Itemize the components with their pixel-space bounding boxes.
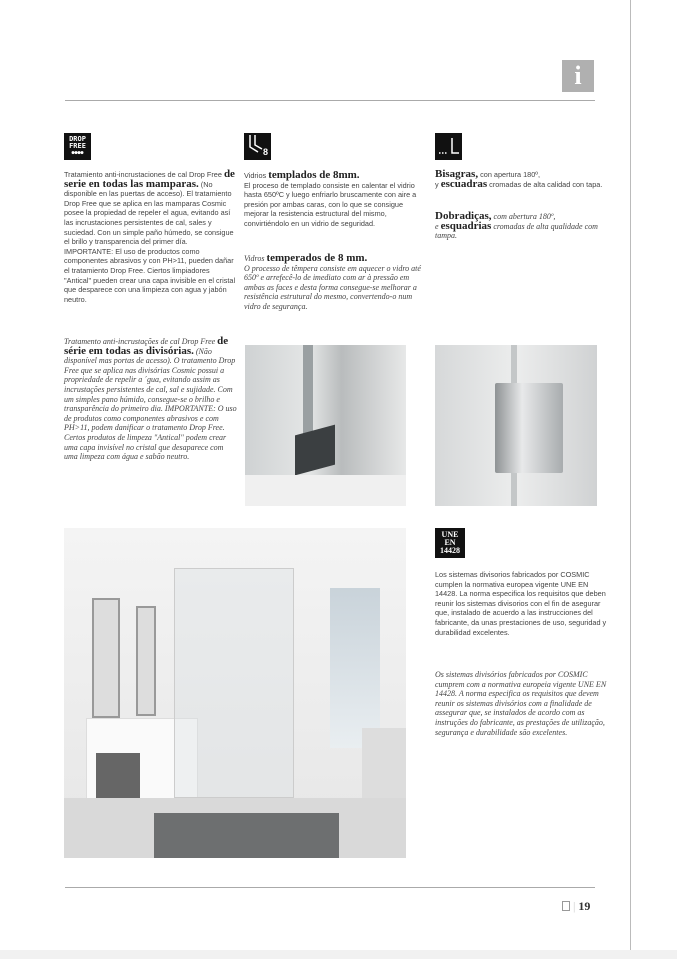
text: (Não disponível mas portas de acesso). O tratamento Drop Free que se aplica nas divisórias Cosmic possui a propriedade de repelir a ´gua, evitando assim as incrustações persistentes de cal, sal e sujidade. Com um simples pano húmido, consegue-se o brilho e transparência do primeiro dia. IMPORTANTE: O uso de produtos como componentes abrasivos e com PH>11, podem danificar o tratamento Drop Free. Certos produtos de limpeza "Antical" podem crear uma capa invisível no cristal que desaparece com uma limpeza com água e sabão neutro. — [64, 346, 237, 462]
hinge-glyph — [435, 133, 462, 160]
glass-text-es — [244, 171, 422, 229]
glass-photo — [245, 345, 406, 506]
highlight: de série em todas as divisórias. — [64, 335, 229, 357]
une-en-icon — [435, 528, 465, 558]
page-edge — [630, 0, 631, 950]
text: Tratamiento anti-incrustaciones de cal Drop Free — [64, 170, 224, 179]
text: e — [435, 221, 441, 231]
heading: escuadras — [440, 177, 488, 190]
norm-text-es: Los sistemas divisorios fabricados por COSMIC cumplen la normativa europea vigente UNE EN 14428. La norma especifica los requisitos que deben reunir los sistemas divisorios con el fin de asegurar que, instalado de acuerdo a las instrucciones del fabricante, da unas prestaciones de uso, seguridad y durabilidad excelentes. — [435, 570, 607, 637]
text: Vidros — [244, 254, 267, 263]
drop-free-text-pt — [64, 337, 238, 462]
info-icon: i — [562, 60, 594, 92]
hinge-icon — [435, 133, 462, 160]
text: O processo de têmpera consiste em aquecer o vidro até 650º e arrefecê-lo de imediato com ar à pressão em ambas as faces e desta forma consegue-se melhorar a resistência estrutural do mesmo, convertendo-o num vidro de segurança. — [244, 263, 421, 311]
free-label: FREE — [69, 142, 86, 150]
heading: Bisagras, — [435, 168, 479, 180]
drop-free-text-es — [64, 170, 238, 304]
text: con apertura 180º, — [478, 170, 540, 179]
page-number-value: 19 — [578, 899, 591, 913]
une-label: UNE — [441, 530, 459, 539]
text: com abertura 180º, — [491, 212, 556, 221]
text: cromadas de alta qualidade com tampa. — [435, 221, 598, 241]
text: El proceso de templado consiste en calentar el vidrio hasta 650ºC y luego enfriarlo bruscamente con aire a presión por ambas caras, con lo que se consigue mejorar la resistencia estructural del mismo, convirtiéndolo en un vidrio de seguridad. — [244, 180, 417, 228]
text: Tratamento anti-incrustações de cal Drop Free — [64, 337, 218, 346]
text: cromadas de alta calidad con tapa. — [487, 179, 603, 189]
footer-rule — [65, 887, 595, 888]
glass-8mm-icon — [244, 133, 271, 160]
norm-text-pt: Os sistemas divisórios fabricados por COSMIC cumprem com a normativa europeia vigente UNE EN 14428. A norma especifica os requisitos que devem reunir os sistemas divisórios com a finalidade de assegurar que, se instalados de acordo com as instruções do fabricante, as prestações de utilização, segurança e durabilidade são excelentes. — [435, 670, 607, 737]
hinges-text-es — [435, 170, 610, 189]
text: Vidrios — [244, 171, 269, 180]
eight-label: 8 — [262, 147, 268, 157]
heading: Dobradiças, — [435, 210, 492, 222]
bottom-band — [0, 950, 677, 959]
text: (No disponible en las puertas de acceso). El tratamiento Drop Free que se aplica en las mamparas Cosmic posee la propiedad de repeler el agua, evitando así las incrustaciones persistentes de cal, sales y suciedad. Con un simple paño húmedo, se consigue el brillo y transparencia del primer día. IMPORTANTE: El uso de productos como componentes abrasivos y con PH>11, pueden dañar el tratamiento Drop Free. Ciertos limpiadores "Antical" pueden crear una capa invisible en el cristal que desparece con una limpieza con agua y jabón neutro. — [64, 179, 236, 304]
heading: templados de 8mm. — [268, 169, 360, 181]
window — [330, 588, 380, 748]
text: y — [435, 179, 441, 189]
drop-free-icon — [64, 133, 91, 160]
header-rule — [65, 100, 595, 101]
page-number: | 19 — [562, 899, 590, 914]
heading: esquadrias — [440, 219, 492, 232]
hinge-photo — [435, 345, 597, 506]
dots: ●●●● — [71, 150, 84, 156]
norm-number: 14428 — [440, 546, 460, 555]
heading: temperados de 8 mm. — [266, 252, 368, 264]
hinges-text-pt — [435, 212, 610, 241]
en-label: EN — [444, 538, 456, 547]
page-icon — [562, 901, 570, 911]
drop-label: DROP — [69, 135, 86, 143]
glass-text-pt — [244, 254, 422, 312]
highlight: de serie en todas las mamparas. — [64, 168, 235, 190]
bathroom-photo — [64, 528, 406, 858]
